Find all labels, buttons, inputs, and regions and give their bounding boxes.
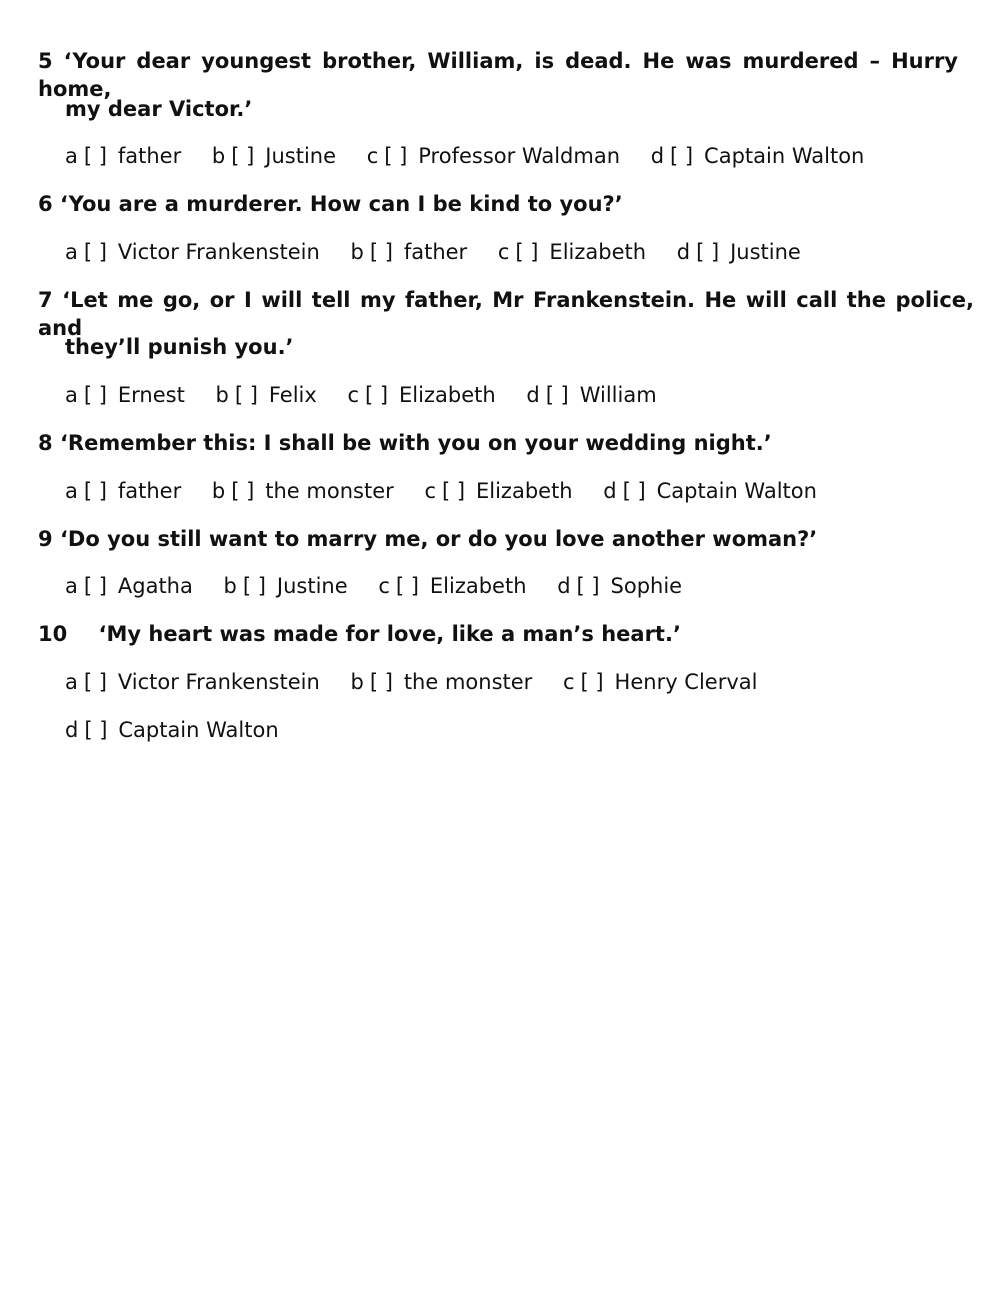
option-label: Victor Frankenstein — [117, 240, 320, 264]
option-c[interactable] — [424, 477, 572, 505]
option-letter: b — [350, 240, 364, 264]
option-letter: d — [650, 144, 665, 168]
question-6-line-1 — [38, 190, 623, 218]
option-c[interactable] — [498, 238, 646, 266]
option-label: Henry Clerval — [614, 670, 758, 694]
option-a[interactable] — [65, 668, 320, 696]
option-letter: a — [65, 670, 78, 694]
question-text: ‘You are a murderer. How can I be kind to you?’ — [59, 192, 623, 216]
option-a[interactable] — [65, 238, 320, 266]
option-label: Justine — [276, 574, 348, 598]
answer-checkbox[interactable]: [ ] — [369, 670, 393, 694]
option-label: Professor Waldman — [418, 144, 621, 168]
answer-checkbox[interactable]: [ ] — [242, 574, 266, 598]
question-number: 8 — [38, 431, 53, 455]
option-letter: d — [557, 574, 571, 598]
answer-checkbox[interactable]: [ ] — [83, 574, 107, 598]
option-d[interactable] — [526, 381, 656, 409]
option-letter: d — [603, 479, 617, 503]
question-text-continued: they’ll punish you.’ — [65, 335, 294, 359]
option-label: Elizabeth — [549, 240, 647, 264]
option-label: Justine — [265, 144, 337, 168]
option-c[interactable] — [367, 142, 620, 170]
option-label: Captain Walton — [118, 718, 279, 742]
question-10-line-1 — [38, 620, 681, 648]
answer-checkbox[interactable]: [ ] — [231, 479, 255, 503]
option-label: Ernest — [117, 383, 185, 407]
question-10-options-continued — [65, 716, 303, 744]
option-label: the monster — [265, 479, 394, 503]
option-letter: b — [211, 479, 226, 503]
answer-checkbox[interactable]: [ ] — [83, 144, 107, 168]
option-label: Justine — [730, 240, 801, 264]
option-label: father — [117, 144, 182, 168]
answer-checkbox[interactable]: [ ] — [670, 144, 694, 168]
answer-checkbox[interactable]: [ ] — [231, 144, 255, 168]
option-label: father — [117, 479, 182, 503]
option-letter: a — [65, 144, 78, 168]
answer-checkbox[interactable]: [ ] — [384, 144, 408, 168]
question-text: ‘Your dear youngest brother, William, is dead. He was murdered – Hurry home, — [38, 49, 958, 101]
question-text-continued: my dear Victor.’ — [65, 97, 253, 121]
option-letter: d — [526, 383, 540, 407]
question-7-options — [65, 381, 681, 409]
answer-checkbox[interactable]: [ ] — [515, 240, 539, 264]
option-letter: d — [65, 718, 79, 742]
option-letter: b — [223, 574, 237, 598]
option-letter: a — [65, 479, 78, 503]
option-b[interactable] — [216, 381, 317, 409]
question-6-options — [65, 238, 825, 266]
option-label: Agatha — [117, 574, 193, 598]
option-c[interactable] — [563, 668, 758, 696]
answer-checkbox[interactable]: [ ] — [369, 240, 393, 264]
question-number: 7 — [38, 288, 53, 312]
option-a[interactable] — [65, 572, 193, 600]
answer-checkbox[interactable]: [ ] — [696, 240, 720, 264]
option-a[interactable] — [65, 477, 181, 505]
question-number: 9 — [38, 527, 53, 551]
answer-checkbox[interactable]: [ ] — [545, 383, 569, 407]
question-number: 6 — [38, 192, 53, 216]
option-letter: c — [563, 670, 575, 694]
question-text: ‘My heart was made for love, like a man’s heart.’ — [98, 622, 681, 646]
answer-checkbox[interactable]: [ ] — [576, 574, 600, 598]
option-d[interactable] — [603, 477, 817, 505]
option-label: Elizabeth — [399, 383, 496, 407]
answer-checkbox[interactable]: [ ] — [83, 383, 107, 407]
option-letter: a — [65, 383, 78, 407]
option-letter: c — [347, 383, 360, 407]
question-8-line-1 — [38, 429, 772, 457]
question-5-options — [65, 142, 888, 170]
answer-checkbox[interactable]: [ ] — [365, 383, 389, 407]
option-b[interactable] — [350, 238, 467, 266]
option-b[interactable] — [350, 668, 532, 696]
option-d[interactable] — [677, 238, 801, 266]
option-label: Captain Walton — [656, 479, 817, 503]
answer-checkbox[interactable]: [ ] — [84, 718, 108, 742]
question-text: ‘Remember this: I shall be with you on your wedding night.’ — [59, 431, 772, 455]
option-letter: c — [366, 144, 379, 168]
option-letter: a — [65, 240, 78, 264]
answer-checkbox[interactable]: [ ] — [83, 240, 107, 264]
question-9-options — [65, 572, 706, 600]
option-label: the monster — [403, 670, 533, 694]
option-label: Elizabeth — [475, 479, 573, 503]
option-label: Elizabeth — [429, 574, 527, 598]
option-label: Sophie — [610, 574, 683, 598]
option-letter: a — [65, 574, 78, 598]
question-number: 5 — [38, 49, 53, 73]
question-8-options — [65, 477, 841, 505]
question-7-line-2 — [65, 333, 294, 361]
answer-checkbox[interactable]: [ ] — [83, 670, 107, 694]
option-letter: b — [215, 383, 229, 407]
option-b[interactable] — [212, 477, 394, 505]
option-d[interactable] — [651, 142, 865, 170]
question-text: ‘Do you still want to marry me, or do you love another woman?’ — [59, 527, 818, 551]
option-label: Victor Frankenstein — [117, 670, 320, 694]
option-d[interactable] — [557, 572, 682, 600]
option-b[interactable] — [212, 142, 336, 170]
answer-checkbox[interactable]: [ ] — [441, 479, 466, 503]
option-letter: b — [350, 670, 364, 694]
option-label: Captain Walton — [704, 144, 865, 168]
answer-checkbox[interactable]: [ ] — [395, 574, 419, 598]
option-letter: c — [378, 574, 390, 598]
option-c[interactable] — [347, 381, 495, 409]
option-label: father — [403, 240, 468, 264]
question-10-options — [65, 668, 782, 696]
option-letter: b — [211, 144, 226, 168]
question-9-line-1 — [38, 525, 817, 553]
option-c[interactable] — [378, 572, 526, 600]
option-a[interactable] — [65, 381, 185, 409]
option-letter: d — [676, 240, 691, 264]
answer-checkbox[interactable]: [ ] — [83, 479, 107, 503]
option-letter: c — [424, 479, 436, 503]
answer-checkbox[interactable]: [ ] — [622, 479, 646, 503]
question-number: 10 — [38, 622, 68, 646]
option-b[interactable] — [224, 572, 348, 600]
answer-checkbox[interactable]: [ ] — [580, 670, 604, 694]
option-a[interactable] — [65, 142, 181, 170]
option-label: William — [579, 383, 657, 407]
question-5-line-2 — [65, 95, 252, 123]
option-label: Felix — [268, 383, 317, 407]
question-text: ‘Let me go, or I will tell my father, Mr Frankenstein. He will call the police, and — [38, 288, 974, 340]
option-d[interactable] — [65, 716, 279, 744]
option-letter: c — [497, 240, 510, 264]
answer-checkbox[interactable]: [ ] — [234, 383, 258, 407]
